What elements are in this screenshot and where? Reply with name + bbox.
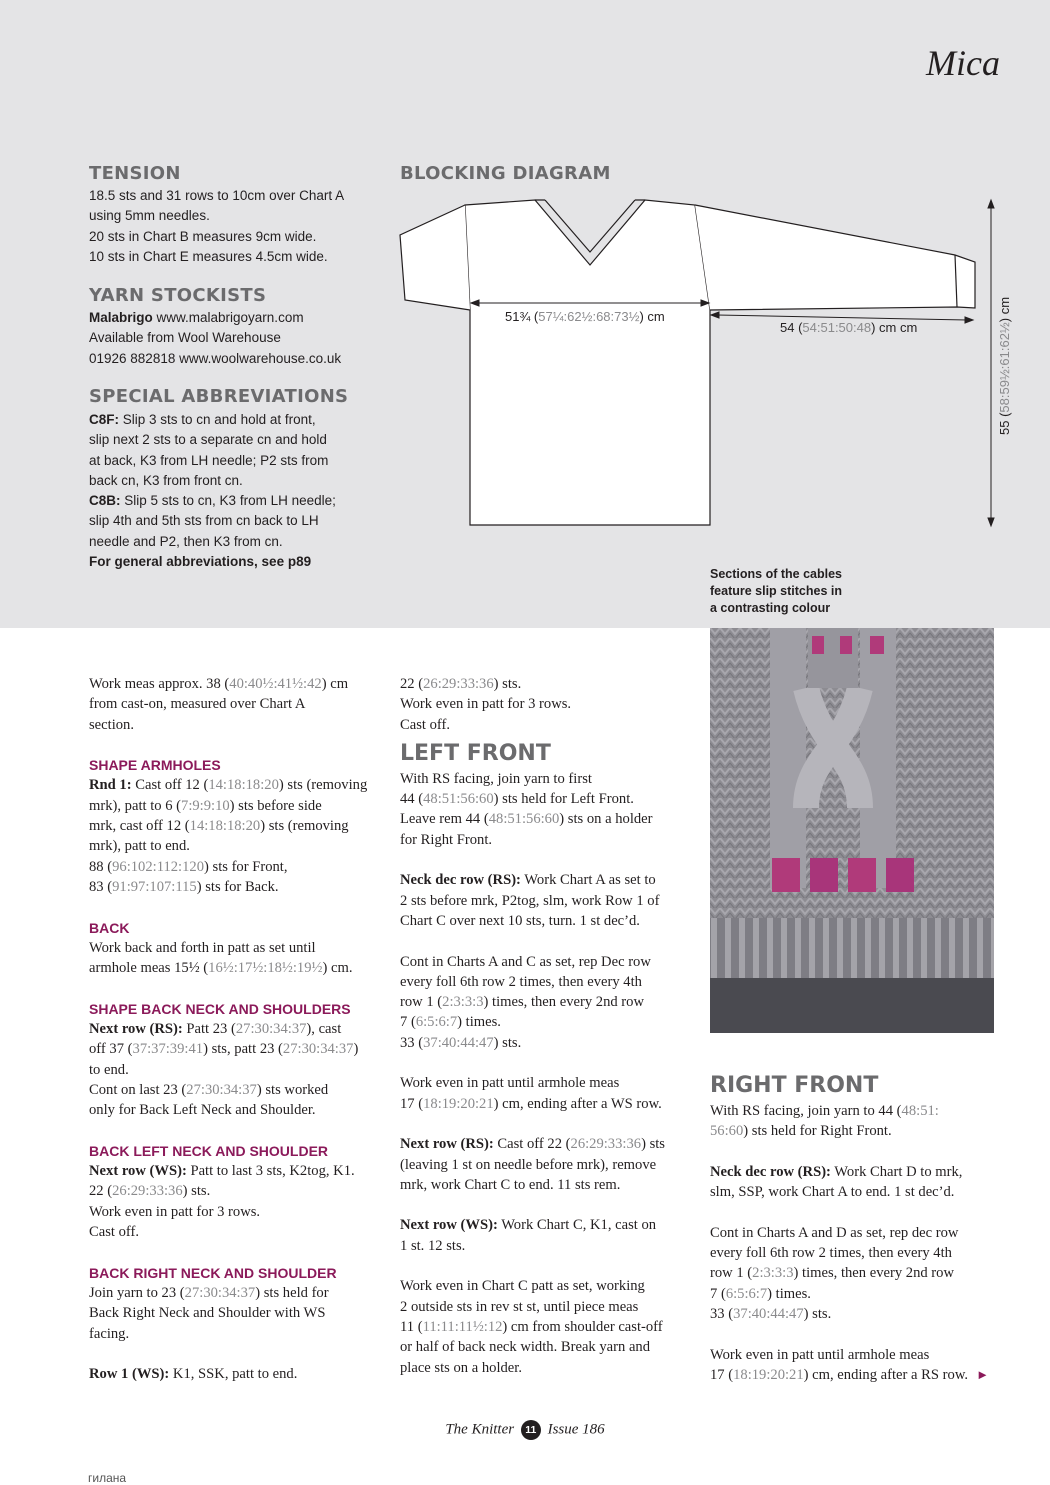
shape-back-neck-heading: SHAPE BACK NECK AND SHOULDERS [89,1000,351,1017]
chest-measurement: 51¾ (57¼:62½:68:73½) cm [505,309,665,324]
photo-caption: Sections of the cables feature slip stitches in a contrasting colour [710,567,842,615]
pattern-column-3: RIGHT FRONT With RS facing, join yarn to 44 (48:51: 56:60) sts held for Right Front. Neck dec row (RS): Work Chart D to mrk, slm, SSP, work Chart A to end. 1 st dec’d. Cont in Charts A and D as set, rep dec row every foll 6th row 2 times, then every 4th row 1 (2:3:3:3) times, then every 2nd row 7 (6:5:6:7) times. 33 (37:40:44:47) sts. Work even in patt until armhole meas 17 (18:19:20:21) cm, ending after a RS row. ► [710,1071,1010,1385]
continue-arrow-icon: ► [976,1366,989,1382]
sleeve-measurement: 54 (54:51:50:48) cm cm [780,320,918,335]
stockists-heading: YARN STOCKISTS [89,285,267,306]
blocking-diagram [395,190,1015,535]
cable-photo-illustration [710,628,994,1033]
right-front-heading: RIGHT FRONT [710,1073,879,1098]
pattern-title: Mica [926,43,1000,83]
abbreviations-heading: SPECIAL ABBREVIATIONS [89,386,349,407]
pattern-column-1: Work meas approx. 38 (40:40½:41½:42) cm from cast-on, measured over Chart A section. SHAPE ARMHOLES Rnd 1: Cast off 12 (14:18:18:20) sts (removing mrk), patt to 6 (7:9:9:10) sts before side mrk, cast off 12 (14:18:18:20) sts (removing mrk), patt to end. 88 (96:102:112:120) sts for Front, 83 (91:97:107:115) sts for Back. BACK Work back and forth in patt as set until armhole meas 15½ (16½:17½:18½:19½) cm. SHAPE BACK NECK AND SHOULDERS Next row (RS): Patt 23 (27:30:34:37), cast off 37 (37:37:39:41) sts, patt 23 (27:30:34:37) to end. Cont on last 23 (27:30:34:37) sts worked only for Back Left Neck and Shoulder. BACK LEFT NECK AND SHOULDER Next row (WS): Patt to last 3 sts, K2tog, K1. 22 (26:29:33:36) sts. Work even in patt for 3 rows. Cast off. BACK RIGHT NECK AND SHOULDER Join yarn to 23 (27:30:34:37) sts held for Back Right Neck and Shoulder with WS facing. Row 1 (WS): K1, SSK, patt to end. [89,674,389,1384]
watermark: гилана [88,1471,127,1485]
page-number: 11 [521,1420,541,1440]
diagram-heading: BLOCKING DIAGRAM [400,163,611,184]
abbreviations-text: C8F: Slip 3 sts to cn and hold at front, slip next 2 sts to a separate cn and hold at back, K3 from LH needle; P2 sts from back cn, K3 from front cn. C8B: Slip 5 sts to cn, K3 from LH needle; slip 4th and 5th sts from cn back to LH needle and P2, then K3 from cn. For general abbreviations, see p89 [89,412,336,570]
pattern-column-2: 22 (26:29:33:36) sts. Work even in patt for 3 rows. Cast off. LEFT FRONT With RS facing, join yarn to first 44 (48:51:56:60) sts held for Left Front. Leave rem 44 (48:51:56:60) sts on a holder for Right Front. Neck dec row (RS): Work Chart A as set to 2 sts before mrk, P2tog, slm, work Row 1 of Chart C over next 10 sts, turn. 1 st dec’d. Cont in Charts A and C as set, rep Dec row every foll 6th row 2 times, then every 4th row 1 (2:3:3:3) times, then every 2nd row 7 (6:5:6:7) times. 33 (37:40:44:47) sts. Work even in patt until armhole meas 17 (18:19:20:21) cm, ending after a WS row. Next row (RS): Cast off 22 (26:29:33:36) sts (leaving 1 st on needle before mrk), remove mrk, work Chart C to end. 11 sts rem. Next row (WS): Work Chart C, K1, cast on 1 st. 12 sts. Work even in Chart C patt as set, working 2 outside sts in rev st st, until piece meas 11 (11:11:11½:12) cm from shoulder cast-off or half of back neck width. Break yarn and place sts on a holder. [400,674,700,1378]
back-left-neck-heading: BACK LEFT NECK AND SHOULDER [89,1142,329,1159]
length-measurement: 55 (58:59½:61:62½) cm [997,296,1012,435]
stockists-text: Malabrigo www.malabrigoyarn.com Available from Wool Warehouse 01926 882818 www.woolwarehouse.co.uk [89,310,342,366]
back-heading: BACK [89,919,130,936]
page-footer: The Knitter 11 Issue 186 [0,1420,1050,1440]
tension-heading: TENSION [89,163,181,184]
cable-knit-photo [710,628,994,1033]
left-front-heading: LEFT FRONT [400,740,551,766]
tension-text: 18.5 sts and 31 rows to 10cm over Chart A using 5mm needles. 20 sts in Chart B measures 9cm wide. 10 sts in Chart E measures 4.5cm wide. [89,188,345,264]
sweater-outline [395,190,1015,535]
shape-armholes-heading: SHAPE ARMHOLES [89,757,221,774]
back-right-neck-heading: BACK RIGHT NECK AND SHOULDER [89,1264,337,1281]
